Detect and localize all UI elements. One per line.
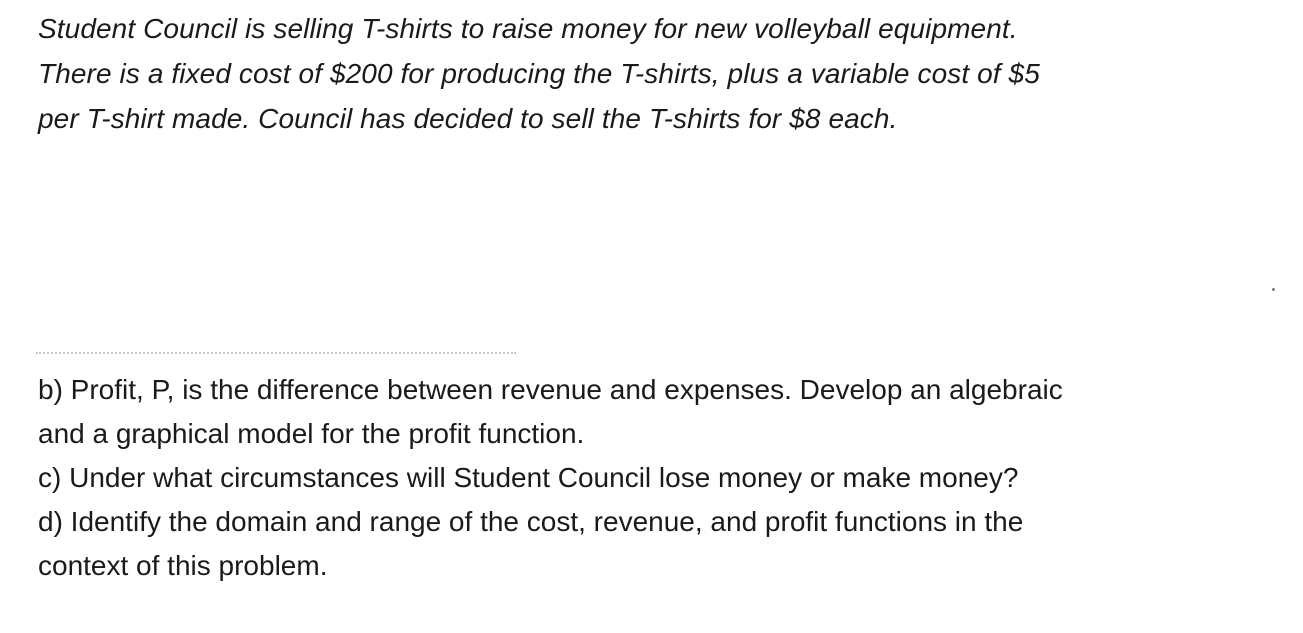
problem-statement xyxy=(38,6,1288,141)
question-d-line-2: context of this problem. xyxy=(38,550,328,581)
problem-line-3: per T-shirt made. Council has decided to sell the T-shirts for $8 each. xyxy=(38,103,898,134)
scan-artifact-dot xyxy=(1272,288,1275,291)
question-d-line-1: d) Identify the domain and range of the cost, revenue, and profit functions in the xyxy=(38,506,1024,537)
question-c: c) Under what circumstances will Student Council lose money or make money? xyxy=(38,462,1019,493)
problem-line-1: Student Council is selling T-shirts to raise money for new volleyball equipment. xyxy=(38,13,1018,44)
question-b-line-1: b) Profit, P, is the difference between revenue and expenses. Develop an algebraic xyxy=(38,374,1063,405)
question-b-line-2: and a graphical model for the profit function. xyxy=(38,418,585,449)
cropped-text-remnant xyxy=(36,352,516,354)
question-list xyxy=(38,368,1288,588)
problem-line-2: There is a fixed cost of $200 for producing the T-shirts, plus a variable cost of $5 xyxy=(38,58,1040,89)
